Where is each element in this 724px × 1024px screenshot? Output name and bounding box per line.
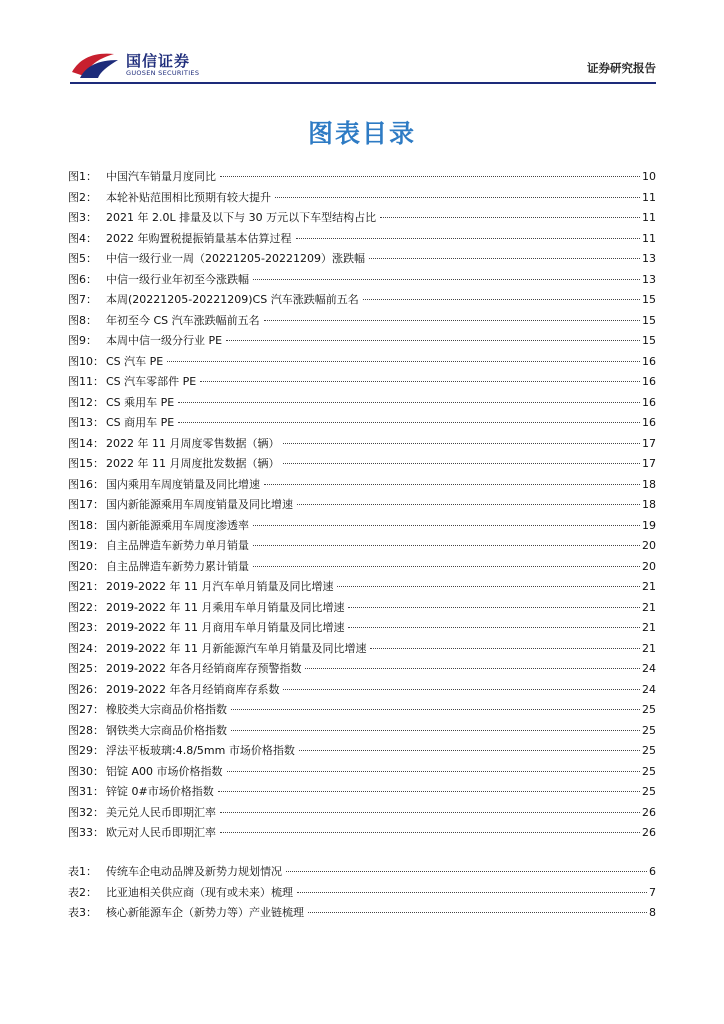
entry-number: 图25：	[68, 662, 104, 675]
entry-title: 欧元对人民币即期汇率	[106, 826, 216, 839]
dot-leader	[348, 607, 640, 608]
entry-title: 比亚迪相关供应商（现有或未来）梳理	[106, 885, 293, 899]
dot-leader	[283, 443, 640, 444]
figure-toc-entry[interactable]	[68, 455, 656, 476]
entry-title: CS 乘用车 PE	[106, 395, 175, 409]
entry-title: 钢铁类大宗商品价格指数	[106, 723, 227, 737]
report-type-label: 证券研究报告	[587, 61, 656, 75]
figure-toc-entry[interactable]	[68, 517, 656, 538]
table-toc-entry[interactable]	[68, 863, 656, 884]
entry-page-number: 11	[642, 211, 656, 224]
figure-list	[68, 168, 656, 845]
figure-toc-entry[interactable]	[68, 435, 656, 456]
entry-number: 图14：	[68, 436, 104, 450]
entry-number: 图12：	[68, 395, 104, 409]
dot-leader	[283, 689, 640, 690]
guosen-logo-icon	[70, 50, 120, 80]
dot-leader	[275, 197, 640, 198]
entry-number: 图24：	[68, 641, 104, 655]
figure-toc-entry[interactable]	[68, 353, 656, 374]
entry-page-number: 18	[642, 477, 656, 491]
dot-leader	[231, 730, 640, 731]
entry-page-number: 24	[642, 682, 656, 696]
figure-toc-entry[interactable]	[68, 599, 656, 620]
entry-number: 图9：	[68, 334, 97, 347]
entry-title: 2022 年 11 月周度零售数据（辆）	[106, 436, 280, 450]
figure-toc-entry[interactable]	[68, 763, 656, 784]
entry-number: 表1：	[68, 865, 97, 878]
entry-number: 图11：	[68, 375, 104, 388]
entry-page-number: 16	[642, 375, 656, 388]
dot-leader	[363, 299, 640, 300]
entry-page-number: 8	[649, 906, 656, 919]
entry-number: 图3：	[68, 211, 97, 224]
entry-page-number: 17	[642, 457, 656, 470]
entry-page-number: 21	[642, 641, 656, 655]
entry-title: 国内新能源乘用车周度销量及同比增速	[106, 498, 293, 511]
dot-leader	[178, 402, 640, 403]
entry-number: 图33：	[68, 826, 104, 839]
entry-page-number: 25	[642, 723, 656, 737]
entry-title: 本周中信一级分行业 PE	[106, 334, 223, 347]
entry-number: 图23：	[68, 621, 104, 634]
figure-toc-entry[interactable]	[68, 558, 656, 579]
entry-number: 图17：	[68, 498, 104, 511]
entry-page-number: 25	[642, 785, 656, 798]
entry-title: 2019-2022 年 11 月汽车单月销量及同比增速	[106, 580, 334, 593]
dot-leader	[286, 871, 647, 872]
figure-toc-entry[interactable]	[68, 312, 656, 333]
entry-number: 图28：	[68, 723, 104, 737]
entry-title: 2019-2022 年各月经销商库存系数	[106, 682, 280, 696]
figure-toc-entry[interactable]	[68, 373, 656, 394]
entry-title: CS 商用车 PE	[106, 416, 175, 429]
entry-number: 图29：	[68, 744, 104, 757]
figure-toc-entry[interactable]	[68, 496, 656, 517]
entry-page-number: 7	[649, 885, 656, 899]
entry-title: 国内乘用车周度销量及同比增速	[106, 477, 260, 491]
figure-toc-entry[interactable]	[68, 804, 656, 825]
entry-number: 图10：	[68, 354, 104, 368]
figure-toc-entry[interactable]	[68, 189, 656, 210]
entry-title: 2019-2022 年 11 月商用车单月销量及同比增速	[106, 621, 345, 634]
dot-leader	[337, 586, 640, 587]
header-divider	[70, 82, 656, 84]
figure-toc-entry[interactable]	[68, 332, 656, 353]
entry-page-number: 16	[642, 395, 656, 409]
entry-page-number: 13	[642, 272, 656, 286]
entry-title: 国内新能源乘用车周度渗透率	[106, 518, 249, 532]
figure-toc-entry[interactable]	[68, 660, 656, 681]
entry-page-number: 24	[642, 662, 656, 675]
entry-page-number: 17	[642, 436, 656, 450]
entry-page-number: 13	[642, 252, 656, 265]
table-toc-entry[interactable]	[68, 884, 656, 905]
entry-page-number: 10	[642, 170, 656, 183]
entry-title: 中信一级行业年初至今涨跌幅	[106, 272, 249, 286]
page-header	[70, 48, 656, 84]
entry-number: 图13：	[68, 416, 104, 429]
figure-toc-entry[interactable]	[68, 742, 656, 763]
dot-leader	[308, 912, 647, 913]
entry-number: 表2：	[68, 885, 97, 899]
dot-leader	[218, 791, 640, 792]
figure-toc-entry[interactable]	[68, 414, 656, 435]
dot-leader	[167, 361, 640, 362]
dot-leader	[380, 217, 640, 218]
entry-number: 图6：	[68, 272, 97, 286]
dot-leader	[348, 627, 640, 628]
entry-title: 传统车企电动品牌及新势力规划情况	[106, 865, 282, 878]
dot-leader	[305, 668, 640, 669]
entry-title: 橡胶类大宗商品价格指数	[106, 703, 227, 716]
entry-title: 年初至今 CS 汽车涨跌幅前五名	[106, 313, 260, 327]
entry-title: 本周(20221205-20221209)CS 汽车涨跌幅前五名	[106, 293, 359, 306]
entry-title: 2019-2022 年各月经销商库存预警指数	[106, 662, 302, 675]
dot-leader	[253, 566, 640, 567]
logo-chinese-name: 国信证券	[126, 51, 191, 70]
entry-title: CS 汽车零部件 PE	[106, 375, 197, 388]
dot-leader	[178, 422, 640, 423]
entry-page-number: 26	[642, 805, 656, 819]
figure-toc-entry[interactable]	[68, 722, 656, 743]
page-title: 图表目录	[307, 119, 416, 148]
figure-toc-entry[interactable]	[68, 783, 656, 804]
entry-title: 美元兑人民币即期汇率	[106, 805, 216, 819]
dot-leader	[283, 463, 640, 464]
entry-page-number: 15	[642, 334, 656, 347]
entry-title: 锌锭 0#市场价格指数	[106, 785, 214, 798]
figure-toc-entry[interactable]	[68, 681, 656, 702]
figure-toc-entry[interactable]	[68, 209, 656, 230]
entry-title: CS 汽车 PE	[106, 354, 164, 368]
dot-leader	[220, 832, 640, 833]
figure-toc-entry[interactable]	[68, 250, 656, 271]
entry-number: 表3：	[68, 906, 97, 919]
figure-toc-entry[interactable]	[68, 640, 656, 661]
dot-leader	[296, 238, 641, 239]
dot-leader	[299, 750, 640, 751]
entry-page-number: 21	[642, 621, 656, 634]
dot-leader	[227, 771, 640, 772]
entry-number: 图7：	[68, 293, 97, 306]
figure-toc-entry[interactable]	[68, 476, 656, 497]
entry-number: 图18：	[68, 518, 104, 532]
entry-title: 铝锭 A00 市场价格指数	[106, 764, 223, 778]
entry-number: 图30：	[68, 764, 104, 778]
entry-page-number: 18	[642, 498, 656, 511]
entry-title: 自主品牌造车新势力累计销量	[106, 559, 249, 573]
dot-leader	[369, 258, 640, 259]
entry-page-number: 25	[642, 703, 656, 716]
dot-leader	[231, 709, 640, 710]
entry-page-number: 11	[642, 231, 656, 245]
entry-number: 图31：	[68, 785, 104, 798]
entry-number: 图27：	[68, 703, 104, 716]
entry-page-number: 26	[642, 826, 656, 839]
entry-title: 本轮补贴范围相比预期有较大提升	[106, 190, 271, 204]
figure-toc-entry[interactable]	[68, 271, 656, 292]
figure-toc-entry[interactable]	[68, 701, 656, 722]
figure-toc-entry[interactable]	[68, 394, 656, 415]
figure-toc-entry[interactable]	[68, 619, 656, 640]
entry-number: 图2：	[68, 190, 97, 204]
entry-title: 2022 年 11 月周度批发数据（辆）	[106, 457, 280, 470]
entry-title: 2019-2022 年 11 月乘用车单月销量及同比增速	[106, 600, 345, 614]
figure-toc-entry[interactable]	[68, 537, 656, 558]
entry-page-number: 16	[642, 416, 656, 429]
entry-number: 图5：	[68, 252, 97, 265]
figure-toc-entry[interactable]	[68, 291, 656, 312]
entry-page-number: 21	[642, 580, 656, 593]
entry-title: 2021 年 2.0L 排量及以下与 30 万元以下车型结构占比	[106, 211, 377, 224]
dot-leader	[220, 812, 640, 813]
entry-number: 图15：	[68, 457, 104, 470]
entry-page-number: 20	[642, 559, 656, 573]
dot-leader	[264, 320, 640, 321]
entry-number: 图21：	[68, 580, 104, 593]
dot-leader	[370, 648, 640, 649]
entry-title: 中国汽车销量月度同比	[106, 170, 216, 183]
entry-page-number: 19	[642, 518, 656, 532]
figure-toc-entry[interactable]	[68, 230, 656, 251]
entry-page-number: 20	[642, 539, 656, 552]
entry-title: 2019-2022 年 11 月新能源汽车单月销量及同比增速	[106, 641, 367, 655]
company-logo	[70, 50, 199, 80]
entry-title: 核心新能源车企（新势力等）产业链梳理	[106, 906, 304, 919]
entry-number: 图32：	[68, 805, 104, 819]
entry-number: 图16：	[68, 477, 104, 491]
entry-title: 浮法平板玻璃:4.8/5mm 市场价格指数	[106, 744, 295, 757]
dot-leader	[264, 484, 640, 485]
entry-number: 图26：	[68, 682, 104, 696]
entry-number: 图20：	[68, 559, 104, 573]
logo-english-name: GUOSEN SECURITIES	[126, 68, 200, 77]
figure-toc-entry[interactable]	[68, 578, 656, 599]
entry-page-number: 25	[642, 744, 656, 757]
entry-number: 图19：	[68, 539, 104, 552]
entry-page-number: 15	[642, 293, 656, 306]
dot-leader	[200, 381, 640, 382]
dot-leader	[220, 176, 640, 177]
table-toc-entry[interactable]	[68, 904, 656, 925]
table-list	[68, 863, 656, 925]
dot-leader	[253, 279, 640, 280]
entry-page-number: 11	[642, 190, 656, 204]
entry-number: 图22：	[68, 600, 104, 614]
figure-toc-entry[interactable]	[68, 824, 656, 845]
entry-page-number: 15	[642, 313, 656, 327]
dot-leader	[226, 340, 640, 341]
entry-number: 图4：	[68, 231, 97, 245]
entry-title: 自主品牌造车新势力单月销量	[106, 539, 249, 552]
entry-page-number: 25	[642, 764, 656, 778]
dot-leader	[253, 525, 640, 526]
entry-page-number: 16	[642, 354, 656, 368]
entry-title: 2022 年购置税提振销量基本估算过程	[106, 231, 292, 245]
dot-leader	[297, 892, 647, 893]
entry-title: 中信一级行业一周（20221205-20221209）涨跌幅	[106, 252, 365, 265]
entry-page-number: 21	[642, 600, 656, 614]
entry-page-number: 6	[649, 865, 656, 878]
dot-leader	[297, 504, 640, 505]
entry-number: 图8：	[68, 313, 97, 327]
figure-toc-entry[interactable]	[68, 168, 656, 189]
dot-leader	[253, 545, 640, 546]
entry-number: 图1：	[68, 170, 97, 183]
